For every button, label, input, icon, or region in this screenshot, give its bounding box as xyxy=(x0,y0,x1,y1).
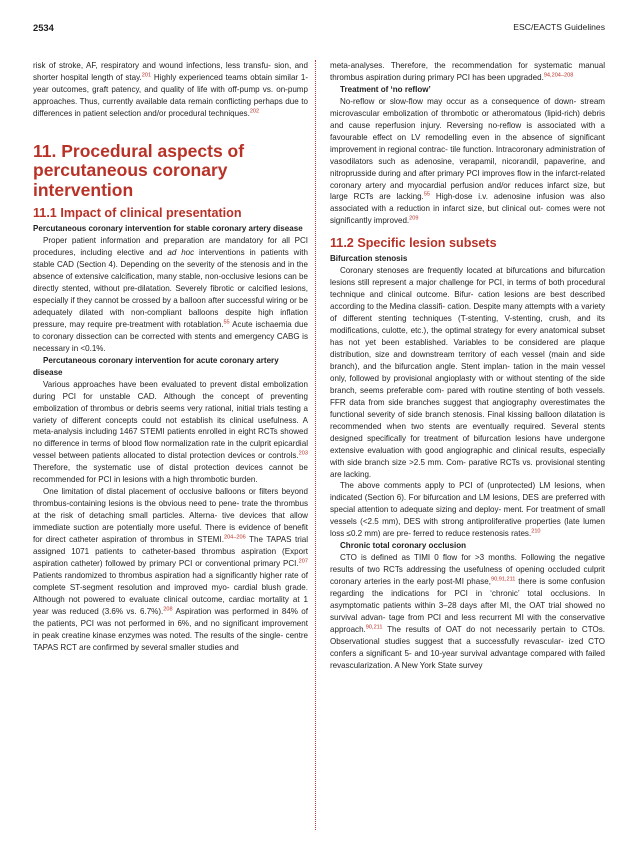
citation[interactable]: 55 xyxy=(423,191,431,198)
paragraph: CTO is defined as TIMI 0 flow for >3 months. Following the negative results of two RCTs addressing the usefulness of opening occluded culprit coronary arteries in the early post-MI phase,$^{90,91,211}$ there is some confusion regarding the indications for PCI in ‘chronic’ total occlusions. In asymptomatic patients within 3–28 days after MI, the OAT trial showed no survival advan- tage from PCI and less recurrent MI with the conservative approach.$^{90,211}$ The results of OAT do not necessarily pertain to CTOs. Observational studies suggest that a successfully revascular- ized CTO confers a significant 5- and 10-year survival advantage compared with failed revascularization. A New York State survey xyxy=(330,553,605,670)
paragraph: risk of stroke, AF, respiratory and wound infections, less transfu- sion, and shorter hospital length of stay.$^{201}$ Highly experienced teams obtain similar 1-year outcomes, graft patency, and quality of life with off-pump vs. on-pump approaches. Thus, currently available data remain conflicting perhaps due to differences in patient selection and/or procedural techniques.$^{202}$ xyxy=(33,61,308,118)
paragraph: Coronary stenoses are frequently located at bifurcations and bifurcation lesions still represent a major challenge for PCI, in terms of both procedural technique and clinical outcome. Bifur- cation lesions are best described according to the Medina classifi- cation. Despite many attempts with a variety of different stenting techniques (T-stenting, V-stenting, crush, and its modifications, culotte, etc.), the optimal strategy for every anatomical subset has not yet been established. Variables to be considered are plaque distribution, size and downstream territory of each vessel (main and side branch), and the bifurcation angle. Stent implan- tation in the main vessel only, followed by provisional angioplasty with or without stenting of the side branch, seems preferable com- pared with routine stenting of both vessels. FFR data from side branches suggest that angiography overestimates the functional severity of side branch stenosis. Final kissing balloon dilatation is recommended when two stents are eventually required. Several stents designed specifically for treatment of bifurcation lesions have undergone extensive evaluation with good angiographic and clinical results, especially with side branch size >2.5 mm. Com- parative RCTs vs. provisional stenting are lacking. xyxy=(330,266,605,479)
citation[interactable]: 202 xyxy=(249,108,260,115)
citation[interactable]: 204–206 xyxy=(223,534,246,541)
paragraph: One limitation of distal placement of occlusive balloons or filters beyond thrombus-containing lesions is the obvious need to pene- trate the thrombus at the risk of detaching small particles. Alterna- tive devices that allow immediate suction are potentially more useful. There is evidence of benefit for direct catheter aspiration of thrombus in STEMI.$^{204-206}$ The TAPAS trial assigned 1071 patients to catheter-based thrombus aspiration (Export aspiration catheter) followed by primary PCI or conventional primary PCI.$^{207}$ Patients randomized to thrombus aspiration had a significantly higher rate of complete ST-segment resolution and improved myo- cardial blush grade. Although not powered to evaluate clinical outcome, cardiac mortality at 1 year was reduced (3.6% vs. 6.7%).$^{208}$ Aspiration was performed in 84% of the patients, PCI was not performed in 6%, and no significant improvement in peak creatine kinase enzymes was noted. The results of the single- centre TAPAS RCT are confirmed by several smaller studies and xyxy=(33,487,308,652)
paragraph: meta-analyses. Therefore, the recommendation for systematic manual thrombus aspiration during primary PCI has been upgraded.$^{94,204-208}$ xyxy=(330,61,605,82)
citation[interactable]: 90,211 xyxy=(365,624,383,631)
citation[interactable]: 55 xyxy=(223,319,230,326)
paragraph: Proper patient information and preparation are mandatory for all PCI procedures, including elective and ad hoc interventions in patients with stable CAD (Section 4). Depending on the severity of the stenosis and in the absence of extensive calcification, many stable, non-occlusive lesions can be directly stented, without pre-dilatation. Severely fibrotic or calcified lesions, especially if they cannot be crossed by a balloon after successful wiring or be adequately dilated with non-compliant balloons despite high inflation pressure, may require pre-treatment with rotablation.$^{55}$ Acute ischaemia due to coronary dissection can be corrected with stents and emergency CABG is necessary in <0.1%. xyxy=(33,236,308,353)
right-column xyxy=(330,60,605,672)
citation[interactable]: 207 xyxy=(298,558,308,565)
section-title: 11. Procedural aspects of percutaneous coronary intervention xyxy=(33,140,245,200)
paragraph-heading: Bifurcation stenosis xyxy=(330,254,408,264)
paragraph: The above comments apply to PCI of (unprotected) LM lesions, when indicated (Section 6). For bifurcation and LM lesions, DES are preferred with special attention to adequate sizing and deploy- ment. For treatment of small vessels (<2.5 mm), DES with strong antiproliferative properties (late lumen loss ≤0.2 mm) are pre- ferred to reduce restenosis rates.$^{210}$ xyxy=(330,481,605,539)
running-title: ESC/EACTS Guidelines xyxy=(513,22,605,32)
citation[interactable]: 209 xyxy=(409,215,419,222)
citation[interactable]: 210 xyxy=(531,528,541,535)
citation[interactable]: 203 xyxy=(298,450,308,457)
column-divider xyxy=(315,60,316,830)
page-header xyxy=(33,22,605,38)
paragraph-heading: Percutaneous coronary intervention for acute coronary artery disease xyxy=(33,355,279,377)
citation[interactable]: 94,204–208 xyxy=(543,72,574,79)
left-column xyxy=(33,60,308,654)
citation[interactable]: 201 xyxy=(141,72,152,79)
page-number: 2534 xyxy=(33,22,54,33)
subsection-title: 11.1 Impact of clinical presentation xyxy=(33,206,242,221)
paragraph-heading: Treatment of ‘no reflow’ xyxy=(340,84,431,94)
subsection-title: 11.2 Specific lesion subsets xyxy=(330,236,497,251)
paragraph: Various approaches have been evaluated to prevent distal embolization during PCI for unstable CAD. Although the concept of preventing embolization of thrombus or debris seems very rational, initial trials testing a variety of different concepts could not establish its clinical usefulness. A meta-analysis including 1467 STEMI patients enrolled in eight RCTs showed no difference in terms of blood flow normalization rate in the culprit epicardial vessel between patients allocated to distal protection devices or controls.$^{203}$ Therefore, the systematic use of distal protection devices cannot be recommended for PCI in lesions with a high thrombotic burden. xyxy=(33,379,308,485)
citation[interactable]: 90,91,211 xyxy=(490,576,516,583)
citation[interactable]: 208 xyxy=(163,606,173,613)
paragraph: No-reflow or slow-flow may occur as a consequence of down- stream microvascular embolization of thrombotic or atheromatous (lipid-rich) debris and cause reperfusion injury. Reversing no-reflow is associated with a favourable effect on LV remodelling even in the absence of significant improvement in regional contrac- tile function. Intracoronary administration of vasodilators such as adenosine, verapamil, nicorandil, papaverine, and nitroprusside during and after primary PCI improves flow in the infarct-related coronary artery and myocardial perfusion and/or reduces infarct size, but large RCTs are lacking.$^{55}$ High-dose i.v. adenosine infusion was also associated with a reduction in infarct size, but clinical out- comes were not significantly improved.$^{209}$ xyxy=(330,96,605,226)
paragraph-heading: Percutaneous coronary intervention for stable coronary artery disease xyxy=(33,224,303,234)
paragraph-heading: Chronic total coronary occlusion xyxy=(340,541,467,551)
